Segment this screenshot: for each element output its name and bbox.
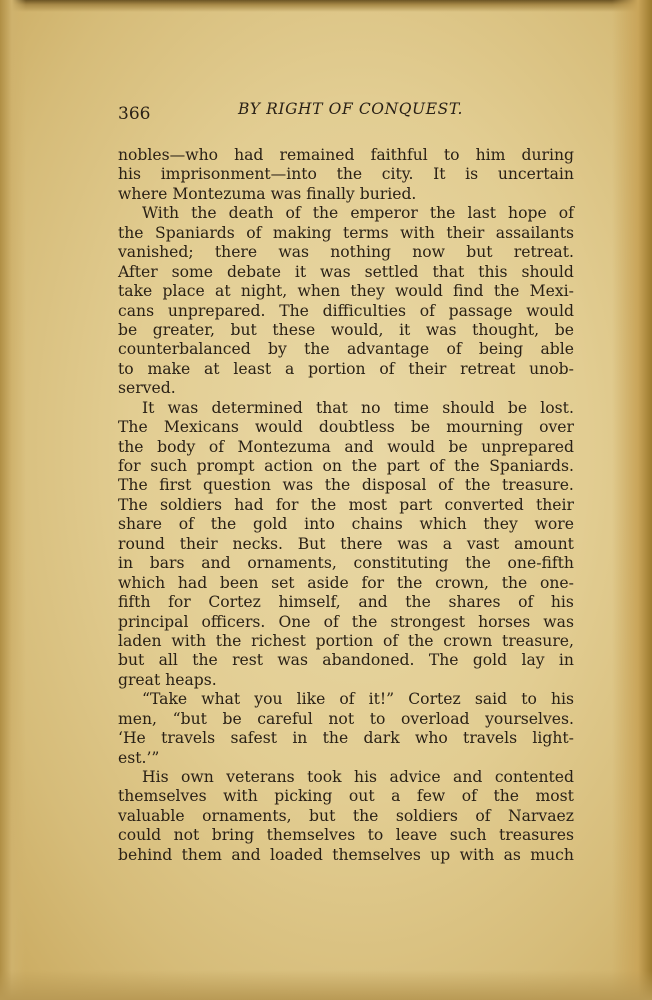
running-head: BY RIGHT OF CONQUEST.	[238, 100, 464, 118]
text-line: in bars and ornaments, constituting the one-fifth	[118, 554, 574, 573]
page-number: 366	[118, 104, 151, 124]
text-line: With the death of the emperor the last hope of	[142, 204, 574, 223]
text-line: After some debate it was settled that this should	[118, 262, 574, 281]
page-bottom-edge	[0, 970, 652, 1000]
text-line: the body of Montezuma and would be unprepared	[118, 437, 574, 456]
text-line: which had been set aside for the crown, the one-	[118, 573, 574, 592]
text-line: behind them and loaded themselves up with as much	[118, 845, 574, 864]
text-line: cans unprepared. The difficulties of passage would	[118, 301, 574, 320]
text-line: His own veterans took his advice and contented	[142, 768, 574, 786]
text-line: vanished; there was nothing now but retreat.	[118, 243, 574, 262]
page-right-edge	[612, 0, 652, 1000]
text-line: for such prompt action on the part of the Spaniards.	[118, 457, 574, 475]
page-top-edge	[0, 0, 652, 12]
text-line: “Take what you like of it!” Cortez said to his	[142, 690, 574, 709]
body-text	[118, 146, 574, 865]
text-line: round their necks. But there was a vast amount	[118, 534, 574, 553]
text-line: valuable ornaments, but the soldiers of Narvaez	[118, 806, 574, 825]
text-line: where Montezuma was finally buried.	[118, 184, 417, 203]
text-line: his imprisonment—into the city. It is uncertain	[118, 165, 574, 184]
page-left-edge	[0, 0, 26, 1000]
text-line: the Spaniards of making terms with their assailants	[118, 223, 574, 242]
text-line: themselves with picking out a few of the most	[118, 787, 574, 806]
text-line: could not bring themselves to leave such treasures	[118, 826, 574, 845]
text-line: est.’”	[118, 748, 160, 767]
text-line: counterbalanced by the advantage of being able	[118, 340, 574, 359]
text-line: great heaps.	[118, 670, 217, 689]
text-line: served.	[118, 379, 176, 398]
text-line: laden with the richest portion of the crown treasure,	[118, 631, 574, 650]
text-line: share of the gold into chains which they wore	[118, 515, 574, 534]
text-line: take place at night, when they would find the Mexi-	[118, 282, 574, 301]
text-line: ‘He travels safest in the dark who travels light-	[118, 729, 574, 748]
text-line: The soldiers had for the most part converted their	[118, 495, 574, 514]
text-line: principal officers. One of the strongest horses was	[118, 612, 574, 631]
text-line: It was determined that no time should be lost.	[142, 398, 574, 417]
text-line: men, “but be careful not to overload yourselves.	[118, 709, 574, 728]
text-line: but all the rest was abandoned. The gold lay in	[118, 651, 574, 670]
text-line: fifth for Cortez himself, and the shares of his	[118, 593, 574, 612]
text-line: The Mexicans would doubtless be mourning over	[118, 418, 574, 437]
text-line: to make at least a portion of their retreat unob-	[118, 359, 574, 378]
text-line: nobles—who had remained faithful to him during	[118, 146, 574, 164]
text-line: be greater, but these would, it was thought, be	[118, 320, 574, 339]
page-header	[118, 100, 574, 126]
text-line: The first question was the disposal of the treasure.	[118, 476, 574, 495]
